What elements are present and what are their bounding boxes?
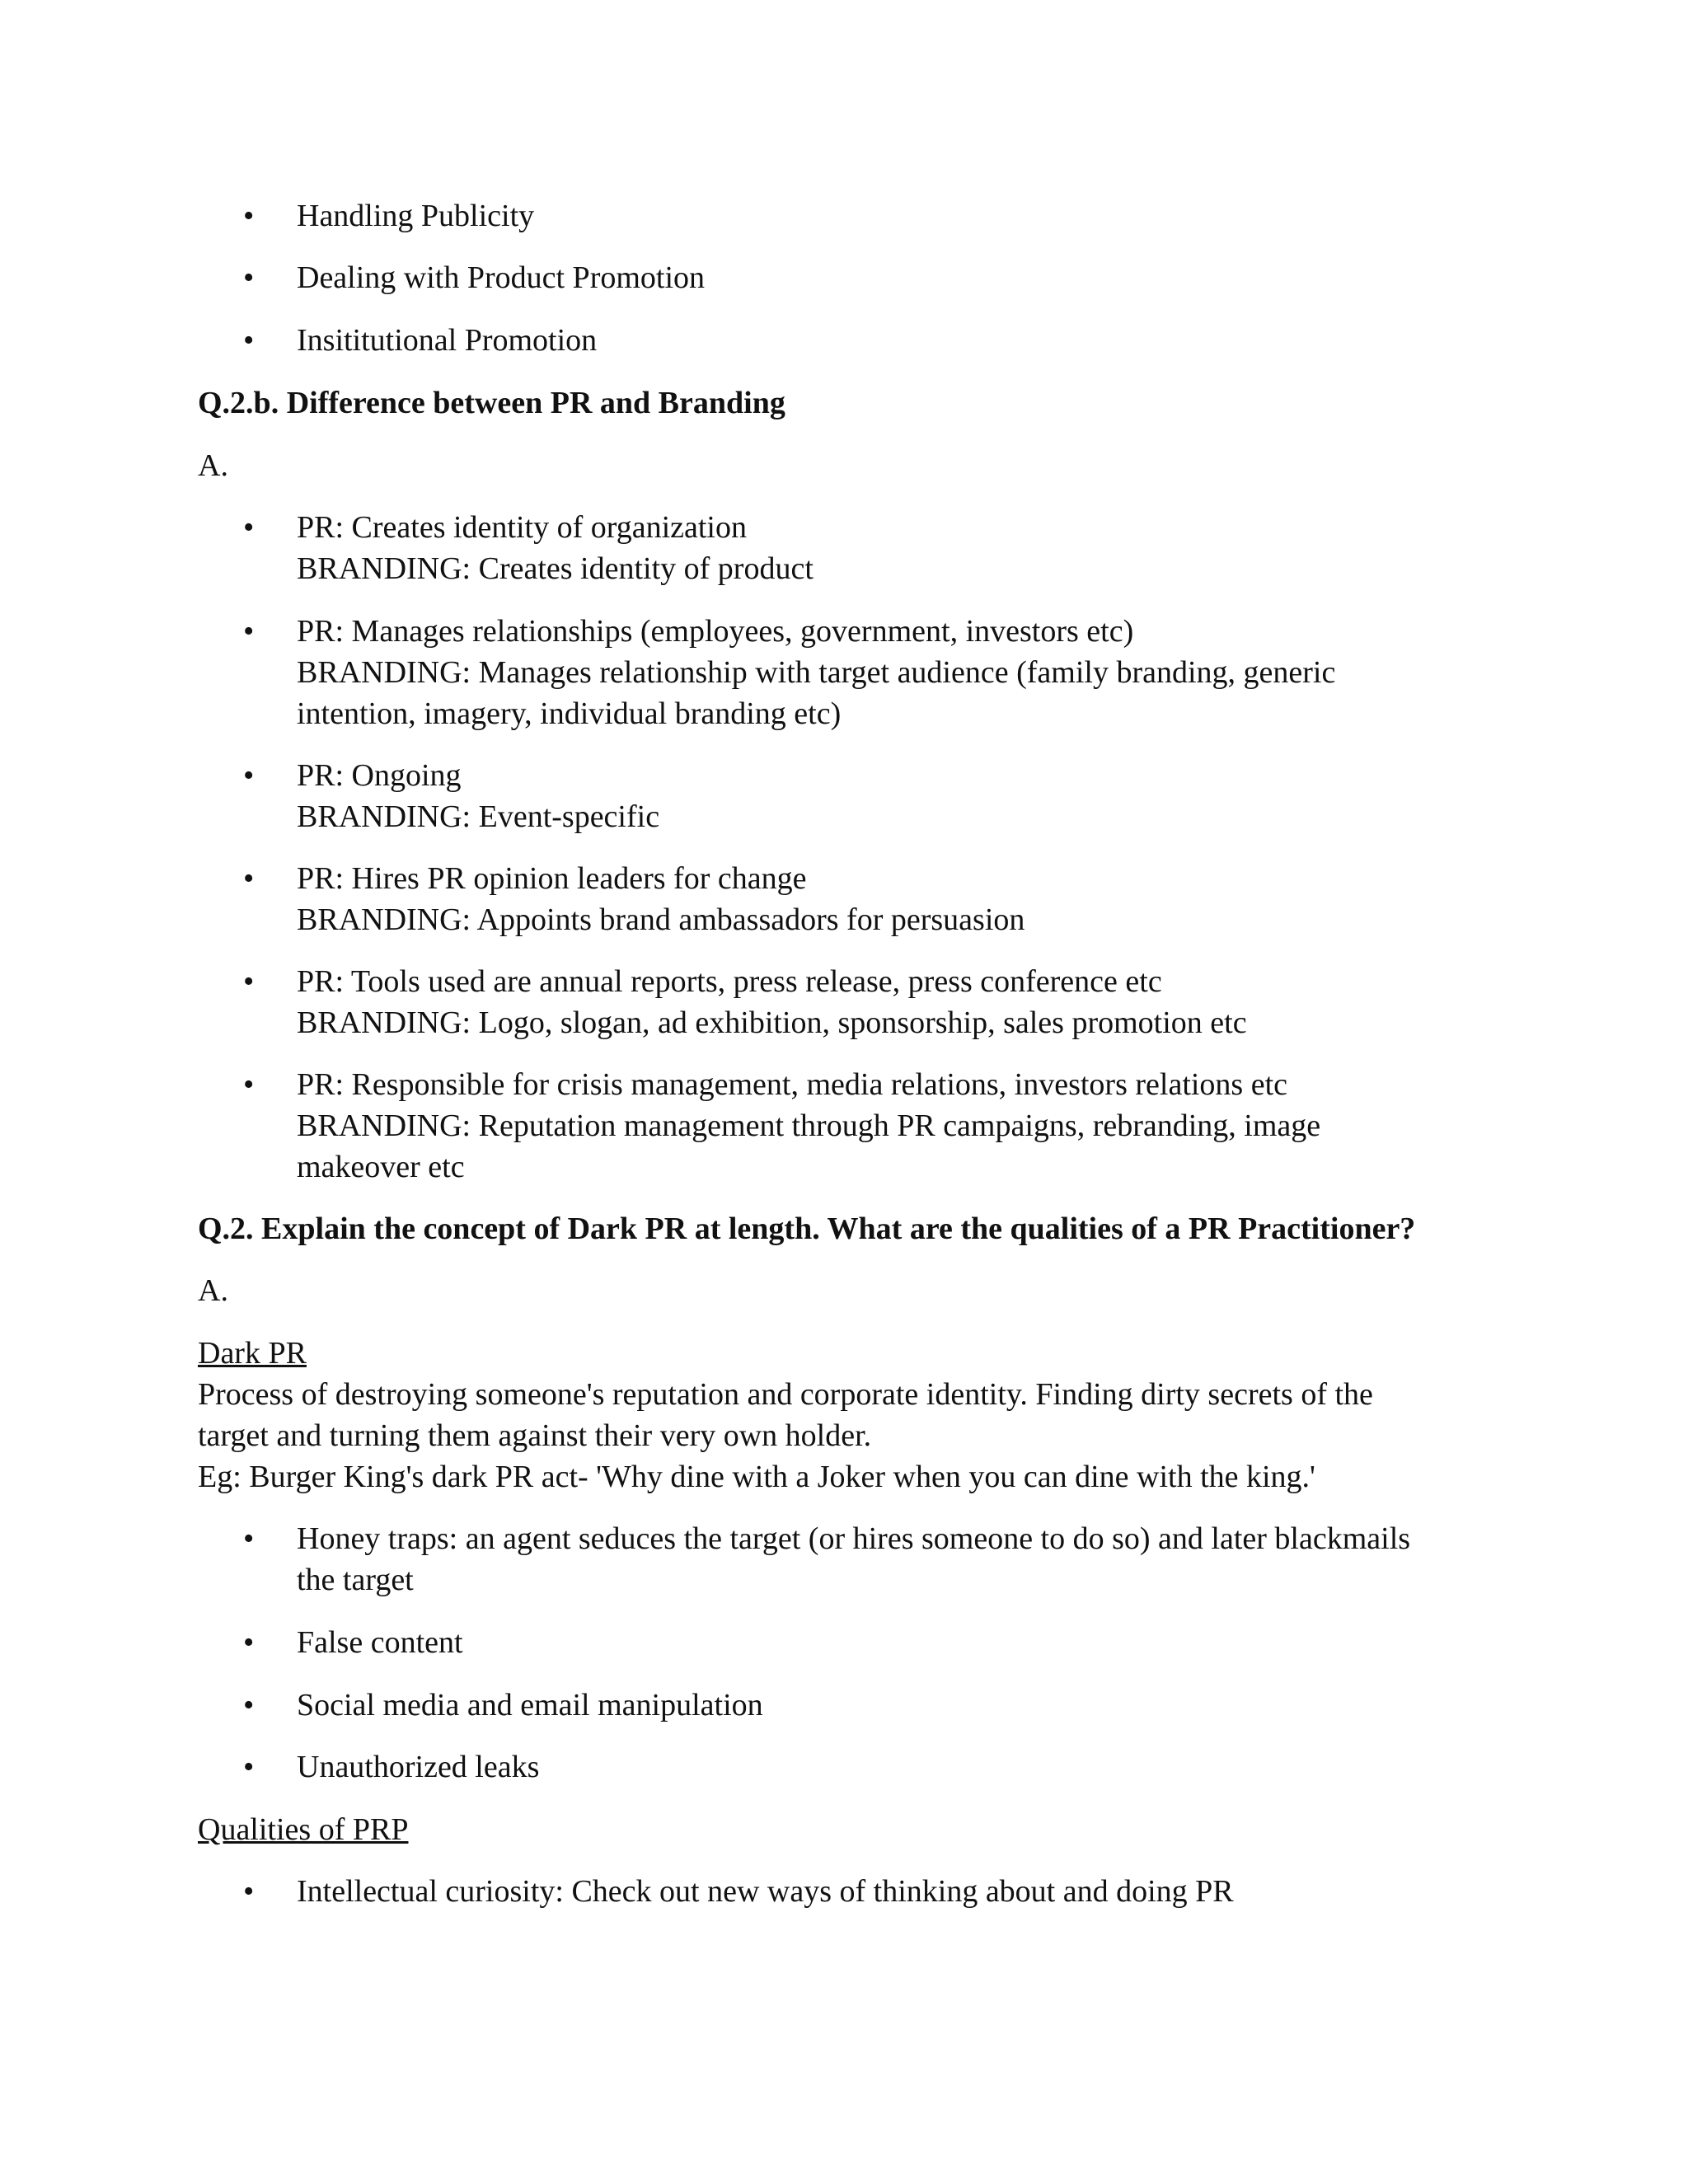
- bullet-icon: •: [243, 1688, 255, 1722]
- answer-label: A.: [198, 448, 228, 483]
- subheading-dark-pr: Dark PR: [198, 1336, 307, 1371]
- bullet-icon: •: [243, 510, 255, 545]
- list-item-line: BRANDING: Event-specific: [297, 799, 660, 834]
- bullet-icon: •: [243, 323, 255, 358]
- bullet-icon: •: [243, 758, 255, 793]
- list-item-text: Handling Publicity: [297, 199, 535, 233]
- paragraph-line: target and turning them against their very own holder.: [198, 1418, 872, 1453]
- bullet-icon: •: [243, 1625, 255, 1660]
- bullet-icon: •: [243, 260, 255, 295]
- bullet-icon: •: [243, 1750, 255, 1784]
- section-heading-q2: Q.2. Explain the concept of Dark PR at length. What are the qualities of a PR Practitioner?: [198, 1212, 1416, 1246]
- list-item-line: False content: [297, 1625, 463, 1660]
- list-item-line: PR: Tools used are annual reports, press release, press conference etc: [297, 964, 1162, 999]
- list-item-text: Dealing with Product Promotion: [297, 260, 706, 295]
- list-item-line: BRANDING: Appoints brand ambassadors for persuasion: [297, 902, 1025, 937]
- bullet-icon: •: [243, 199, 255, 233]
- list-item-line: BRANDING: Manages relationship with target audience (family branding, generic: [297, 655, 1336, 690]
- subheading-qualities: Qualities of PRP: [198, 1812, 409, 1847]
- bullet-icon: •: [243, 861, 255, 896]
- list-item-line: intention, imagery, individual branding etc): [297, 696, 842, 731]
- list-item-line: BRANDING: Logo, slogan, ad exhibition, sponsorship, sales promotion etc: [297, 1005, 1247, 1040]
- bullet-icon: •: [243, 614, 255, 649]
- list-item-line: Honey traps: an agent seduces the target (or hires someone to do so) and later blackmails: [297, 1521, 1411, 1556]
- list-item-line: PR: Responsible for crisis management, media relations, investors relations etc: [297, 1067, 1288, 1102]
- bullet-icon: •: [243, 1874, 255, 1909]
- list-item-line: Intellectual curiosity: Check out new ways of thinking about and doing PR: [297, 1874, 1234, 1909]
- list-item-line: makeover etc: [297, 1150, 465, 1184]
- list-item-line: PR: Creates identity of organization: [297, 510, 747, 545]
- bullet-icon: •: [243, 1067, 255, 1102]
- paragraph-line: Process of destroying someone's reputation and corporate identity. Finding dirty secrets of the: [198, 1377, 1373, 1412]
- bullet-icon: •: [243, 1521, 255, 1556]
- paragraph-line: Eg: Burger King's dark PR act- 'Why dine with a Joker when you can dine with the king.': [198, 1460, 1315, 1494]
- list-item-line: Social media and email manipulation: [297, 1688, 763, 1722]
- section-heading-q2b: Q.2.b. Difference between PR and Branding: [198, 386, 785, 420]
- answer-label: A.: [198, 1273, 228, 1308]
- list-item-line: PR: Manages relationships (employees, government, investors etc): [297, 614, 1134, 649]
- list-item-line: BRANDING: Creates identity of product: [297, 551, 814, 586]
- list-item-line: PR: Hires PR opinion leaders for change: [297, 861, 807, 896]
- list-item-line: BRANDING: Reputation management through PR campaigns, rebranding, image: [297, 1108, 1321, 1143]
- list-item-line: Unauthorized leaks: [297, 1750, 540, 1784]
- bullet-icon: •: [243, 964, 255, 999]
- list-item-text: Insititutional Promotion: [297, 323, 598, 358]
- list-item-line: PR: Ongoing: [297, 758, 462, 793]
- list-item-line: the target: [297, 1563, 414, 1597]
